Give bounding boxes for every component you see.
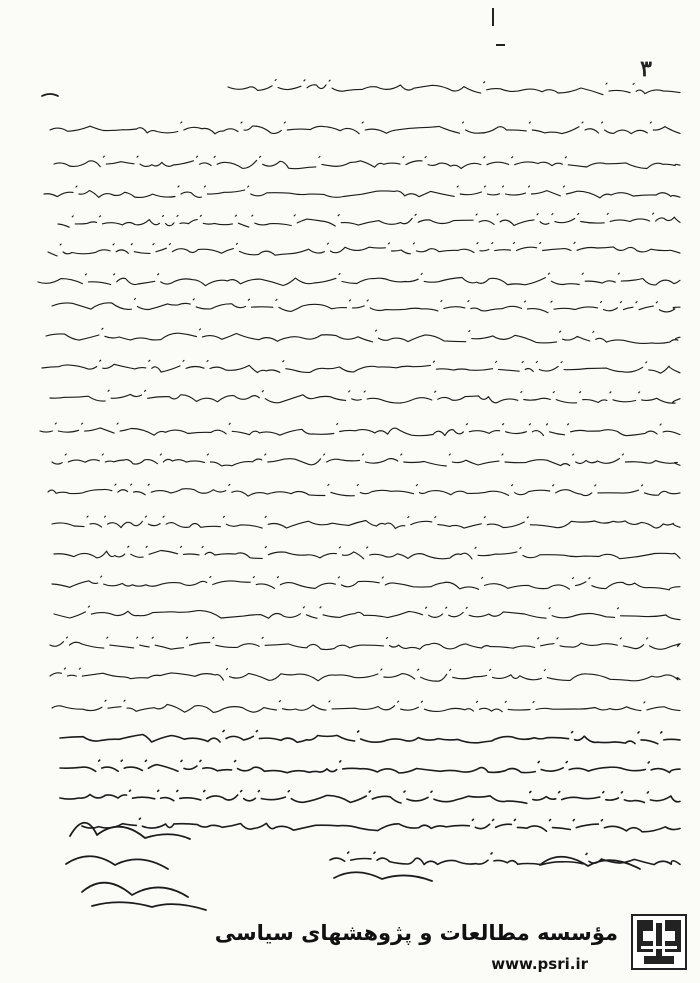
handwritten-line [52, 700, 680, 712]
handwritten-line [58, 213, 680, 227]
handwritten-line [52, 299, 680, 313]
handwritten-signature-stroke [82, 883, 188, 897]
handwritten-line [50, 668, 680, 681]
handwritten-signature-stroke [92, 902, 206, 910]
institute-name: مؤسسه مطالعات و پژوهشهای سیاسی [214, 921, 618, 945]
page-number: ۳ [640, 56, 652, 82]
handwritten-line [38, 273, 680, 286]
handwritten-line [54, 606, 680, 620]
handwritten-line [50, 122, 680, 134]
handwritten-line [60, 731, 680, 744]
handwritten-signature-stroke [334, 872, 432, 881]
handwritten-line [50, 637, 680, 650]
handwritten-line [60, 790, 680, 803]
handwritten-line [50, 390, 680, 403]
handwritten-signature-stroke [42, 94, 58, 96]
handwritten-line [54, 156, 680, 169]
handwritten-line [54, 546, 680, 559]
handwritten-line [48, 242, 680, 256]
handwritten-line [44, 186, 680, 198]
handwritten-signature-stroke [66, 856, 168, 869]
handwritten-line [228, 80, 680, 95]
handwritten-line [60, 760, 680, 773]
handwritten-line [52, 454, 680, 466]
publisher-footer [214, 913, 688, 973]
handwritten-line [82, 818, 680, 832]
handwritten-line [46, 328, 680, 343]
handwritten-line [42, 360, 680, 373]
institute-logo-icon [630, 913, 688, 971]
handwritten-line [52, 576, 680, 590]
handwritten-line [40, 423, 680, 436]
handwritten-line [52, 516, 680, 528]
handwritten-line [48, 484, 680, 496]
institute-website: www.psri.ir [491, 955, 588, 973]
